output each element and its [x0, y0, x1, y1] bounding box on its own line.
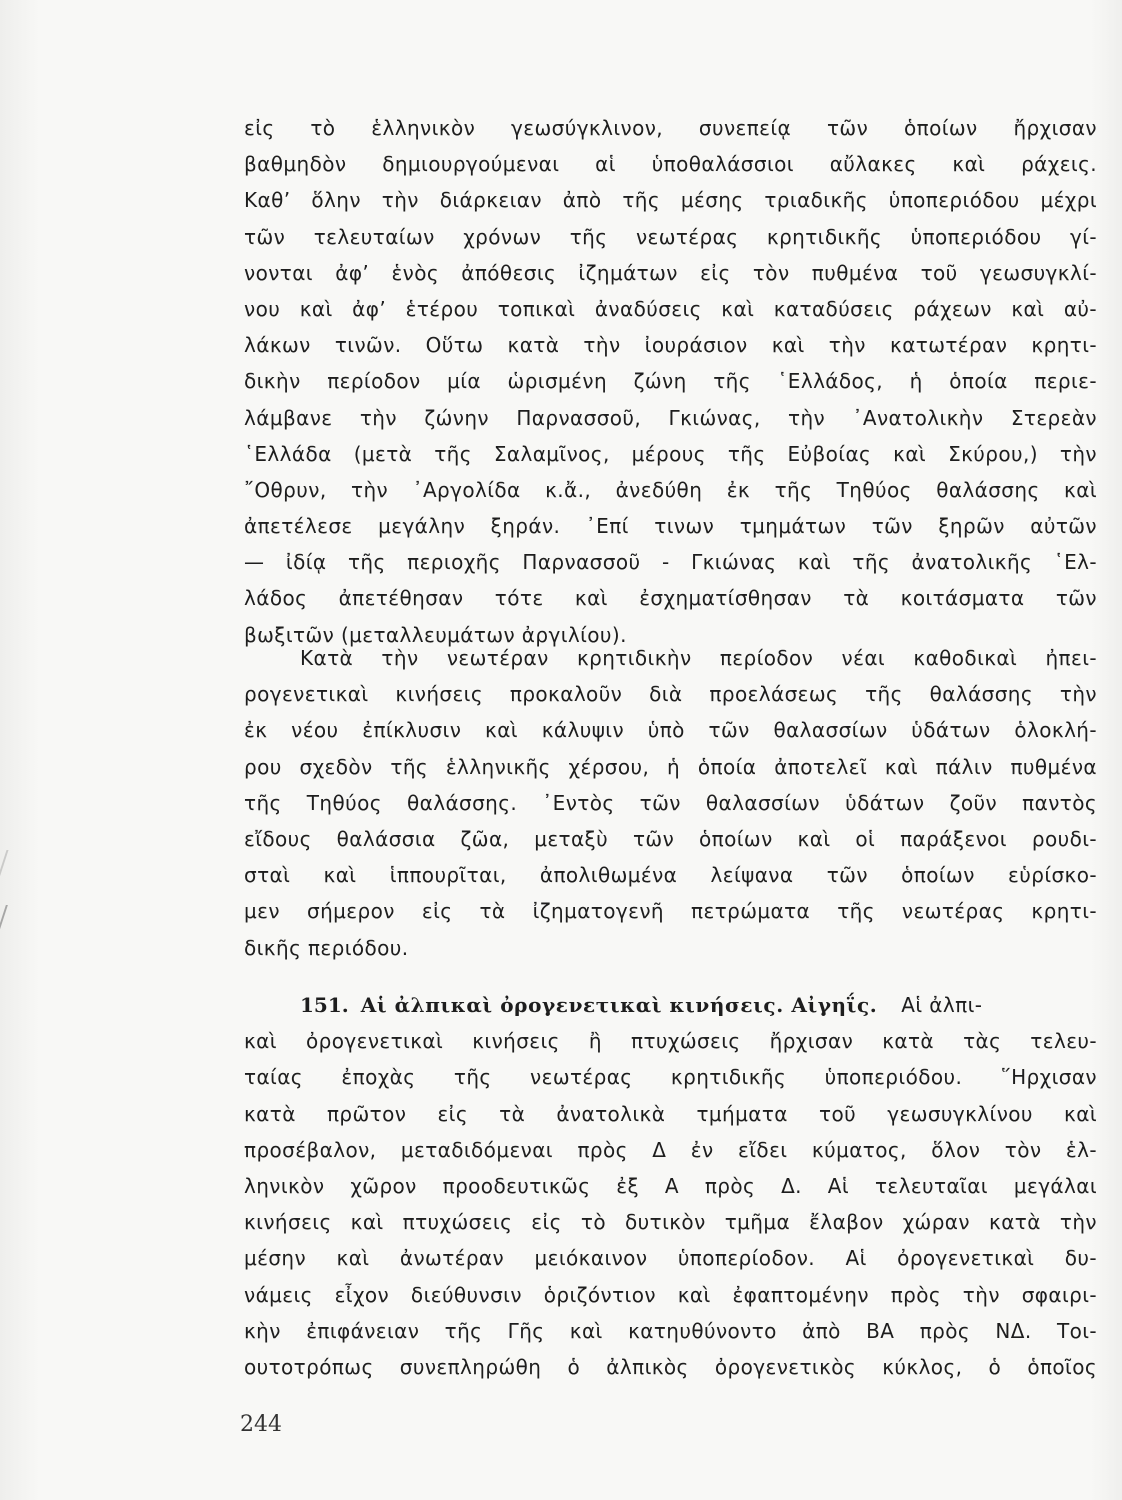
text-line: λάμβανε τὴν ζώνην Παρνασσοῦ, Γκιώνας, τὴν ᾿Ανατολικὴν Στερεὰν: [244, 405, 1097, 430]
text-line: νονται ἀφ’ ἑνὸς ἀπόθεσις ἰζημάτων εἰς τὸν πυθμένα τοῦ γεωσυγκλί-: [244, 260, 1097, 285]
text-line: κὴν ἐπιφάνειαν τῆς Γῆς καὶ κατηυθύνοντο ἀπὸ ΒΑ πρὸς ΝΔ. Τοι-: [244, 1318, 1097, 1343]
text-line: νάμεις εἶχον διεύθυνσιν ὁριζόντιον καὶ ἐφαπτομένην πρὸς τὴν σφαιρι-: [244, 1282, 1097, 1307]
paragraph-second: [244, 640, 1097, 966]
text-line: νου καὶ ἀφ’ ἑτέρου τοπικαὶ ἀναδύσεις καὶ καταδύσεις ράχεων καὶ αὐ-: [244, 296, 1097, 321]
text-line: ληνικὸν χῶρον προοδευτικῶς ἐξ Α πρὸς Δ. Αἱ τελευταῖαι μεγάλαι: [244, 1173, 1097, 1198]
text-line: προσέβαλον, μεταδιδόμεναι πρὸς Δ ἐν εἴδει κύματος, ὅλον τὸν ἑλ-: [244, 1137, 1097, 1162]
text-line: Αἱ ἀλπι-: [901, 993, 983, 1017]
text-line: κατὰ πρῶτον εἰς τὰ ἀνατολικὰ τμήματα τοῦ γεωσυγκλίνου καὶ: [244, 1101, 1097, 1126]
page-number: 244: [240, 1412, 282, 1437]
text-line: λάδος ἀπετέθησαν τότε καὶ ἐσχηματίσθησαν τὰ κοιτάσματα τῶν: [244, 586, 1097, 611]
text-line: ουτοτρόπως συνεπληρώθη ὁ ἀλπικὸς ὀρογενετικὸς κύκλος, ὁ ὁποῖος: [244, 1354, 1097, 1379]
margin-pencil-mark: [0, 905, 20, 935]
section-title: Αἱ ἀλπικαὶ ὀρογενετικαὶ κινήσεις. Αἰγηΐς.: [360, 993, 878, 1017]
section-heading-line: [244, 987, 1097, 1023]
text-line: λάκων τινῶν. Οὕτω κατὰ τὴν ἰουράσιον καὶ τὴν κατωτέραν κρητι-: [244, 333, 1097, 358]
text-line: ταίας ἐποχὰς τῆς νεωτέρας κρητιδικῆς ὑποπεριόδου. ῞Ηρχισαν: [244, 1065, 1097, 1090]
text-line: δικῆς περιόδου.: [244, 935, 409, 960]
section-number: 151.: [300, 993, 349, 1017]
text-line: ἀπετέλεσε μεγάλην ξηράν. ᾿Επί τινων τμημάτων τῶν ξηρῶν αὐτῶν: [244, 514, 1097, 539]
text-line: βαθμηδὸν δημιουργούμεναι αἱ ὑποθαλάσσιοι αὔλακες καὶ ράχεις.: [244, 152, 1097, 177]
text-line: εἰς τὸ ἑλληνικὸν γεωσύγκλινον, συνεπείᾳ τῶν ὁποίων ἤρχισαν: [244, 116, 1097, 140]
text-line: ρογενετικαὶ κινήσεις προκαλοῦν διὰ προελάσεως τῆς θαλάσσης τὴν: [244, 682, 1097, 707]
text-line: Κατὰ τὴν νεωτέραν κρητιδικὴν περίοδον νέαι καθοδικαὶ ἠπει-: [300, 646, 1097, 670]
text-line: μέσην καὶ ἀνωτέραν μειόκαινον ὑποπερίοδον. Αἱ ὀρογενετικαὶ δυ-: [244, 1246, 1097, 1271]
text-line: βωξιτῶν (μεταλλευμάτων ἀργιλίου).: [244, 622, 627, 647]
text-line: ἐκ νέου ἐπίκλυσιν καὶ κάλυψιν ὑπὸ τῶν θαλασσίων ὑδάτων ὁλοκλή-: [244, 718, 1097, 743]
text-line: καὶ ὀρογενετικαὶ κινήσεις ἢ πτυχώσεις ἤρχισαν κατὰ τὰς τελευ-: [244, 1029, 1097, 1054]
text-line: Καθ’ ὅλην τὴν διάρκειαν ἀπὸ τῆς μέσης τριαδικῆς ὑποπεριόδου μέχρι: [244, 188, 1097, 213]
text-line: ῎Οθρυν, τὴν ᾿Αργολίδα κ.ἄ., ἀνεδύθη ἐκ τῆς Τηθύος θαλάσσης καὶ: [244, 477, 1097, 502]
text-line: ρου σχεδὸν τῆς ἑλληνικῆς χέρσου, ἡ ὁποία ἀποτελεῖ καὶ πάλιν πυθμένα: [244, 754, 1097, 779]
text-line: κινήσεις καὶ πτυχώσεις εἰς τὸ δυτικὸν τμῆμα ἔλαβον χώραν κατὰ τὴν: [244, 1210, 1097, 1235]
text-line: τῶν τελευταίων χρόνων τῆς νεωτέρας κρητιδικῆς ὑποπεριόδου γί-: [244, 224, 1097, 249]
text-line: σταὶ καὶ ἱππουρῖται, ἀπολιθωμένα λείψανα τῶν ὁποίων εὑρίσκο-: [244, 863, 1097, 888]
text-line: — ἰδίᾳ τῆς περιοχῆς Παρνασσοῦ - Γκιώνας καὶ τῆς ἀνατολικῆς ῾Ελ-: [244, 550, 1097, 575]
paragraph-continued: [244, 110, 1097, 653]
text-line: ῾Ελλάδα (μετὰ τῆς Σαλαμῖνος, μέρους τῆς Εὐβοίας καὶ Σκύρου,) τὴν: [244, 441, 1097, 466]
text-line: εἴδους θαλάσσια ζῶα, μεταξὺ τῶν ὁποίων καὶ οἱ παράξενοι ρουδι-: [244, 826, 1097, 851]
margin-pencil-mark: [0, 850, 21, 884]
text-line: δικὴν περίοδον μία ὡρισμένη ζώνη τῆς ῾Ελλάδος, ἡ ὁποία περιε-: [244, 369, 1097, 394]
text-line: μεν σήμερον εἰς τὰ ἰζηματογενῆ πετρώματα τῆς νεωτέρας κρητι-: [244, 899, 1097, 924]
section-151: [244, 987, 1097, 1385]
text-line: τῆς Τηθύος θαλάσσης. ᾿Εντὸς τῶν θαλασσίων ὑδάτων ζοῦν παντὸς: [244, 790, 1097, 815]
